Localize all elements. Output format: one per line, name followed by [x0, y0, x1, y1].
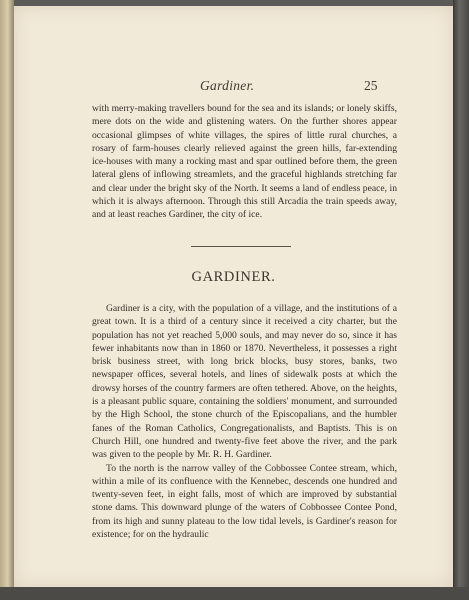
page-header — [14, 78, 453, 98]
section-divider-rule — [191, 246, 291, 247]
section-paragraph-1: Gardiner is a city, with the population of a village, and the institutions of a great town. It is a third of a century since it received a city charter, but the population has not yet reached 5,000 souls, and may never do so, since it has fewer inhabitants now than in 1860 or 1870. Nevertheless, it possesses a right brisk business street, with long brick blocks, busy stores, banks, two newspaper offices, several hotels, and lines of sidewalk posts at which the drowsy horses of the country farmers are often tethered. Above, on the heights, is a pleasant public square, containing the soldiers' monument, and surrounded by the High School, the stone church of the Episcopalians, and the humbler fanes of the Roman Catholics, Congregationalists, and Baptists. This is on Church Hill, one hundred and twenty-five feet above the river, and the park was given to the people by Mr. R. H. Gardiner. — [92, 303, 397, 461]
scan-background-bottom — [0, 587, 469, 600]
section-heading: GARDINER. — [191, 269, 276, 285]
book-cover-edge — [453, 0, 469, 600]
book-page — [14, 6, 453, 587]
section-body — [92, 302, 397, 541]
section-paragraph-2: To the north is the narrow valley of the Cobbossee Contee stream, which, within a mile of its confluence with the Kennebec, descends one hundred and twenty-seven feet, in eight falls, most of which are improved by substantial stone dams. This downward plunge of the waters of Cobbossee Contee Pond, from its high and sunny plateau to the low tidal levels, is Gardiner's reason for existence; for on the hydraulic — [92, 462, 397, 541]
continuation-text — [92, 102, 397, 222]
page-left-edge — [0, 0, 14, 600]
continuation-paragraph: with merry-making travellers bound for the sea and its islands; or lonely skiffs, mere dots on the wide and glistening waters. On the further shores appear occasional glimpses of white villages, the spires of little rural churches, a rosary of farm-houses clearly relieved against the green hills, far-extending ice-houses with many a rocking mast and spar outlined before them, the green lateral glens of inflowing streamlets, and the graceful highlands stretching far and clear under the bright sky of the North. It seems a land of endless peace, in which it is always afternoon. Through this still Arcadia the train speeds away, and at least reaches Gardiner, the city of ice. — [92, 103, 397, 221]
running-title: Gardiner. — [200, 78, 255, 93]
page-number: 25 — [364, 78, 378, 93]
